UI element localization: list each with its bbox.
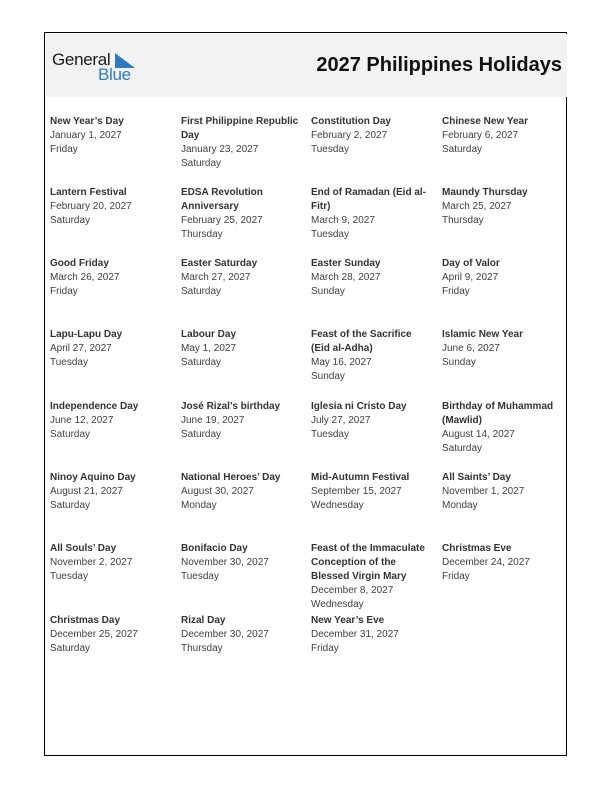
holiday-weekday: Wednesday — [311, 599, 364, 611]
holiday-date: June 19, 2027 — [181, 415, 245, 427]
holiday-weekday: Saturday — [442, 443, 483, 455]
holiday-weekday: Saturday — [181, 357, 222, 369]
holiday-date: April 27, 2027 — [50, 343, 112, 355]
header-band — [46, 34, 567, 97]
holiday-name: Lapu-Lapu Day — [50, 329, 123, 340]
holiday-entry — [442, 542, 564, 584]
holiday-weekday: Wednesday — [311, 500, 364, 512]
holiday-entry — [181, 400, 303, 442]
holiday-weekday: Saturday — [50, 429, 91, 441]
holiday-entry — [181, 257, 303, 299]
holiday-weekday: Friday — [50, 144, 78, 156]
holiday-weekday: Friday — [442, 571, 470, 583]
holiday-date: August 21, 2027 — [50, 486, 123, 498]
holiday-weekday: Saturday — [442, 144, 483, 156]
holiday-name: All Souls’ Day — [50, 543, 117, 554]
holiday-weekday: Saturday — [181, 286, 222, 298]
holiday-name: Iglesia ni Cristo Day — [311, 401, 407, 412]
holiday-date: May 16, 2027 — [311, 357, 372, 369]
holiday-date: March 9, 2027 — [311, 215, 375, 227]
holiday-entry — [50, 542, 172, 584]
holiday-entry — [311, 400, 433, 442]
holiday-name: Mid-Autumn Festival — [311, 472, 410, 483]
holiday-entry — [311, 257, 433, 299]
holiday-weekday: Friday — [50, 286, 78, 298]
holiday-name: All Saints’ Day — [442, 472, 511, 483]
holiday-date: December 24, 2027 — [442, 557, 530, 569]
holiday-name: National Heroes’ Day — [181, 472, 281, 483]
holiday-name: José Rizal’s birthday — [181, 401, 281, 412]
holiday-date: September 15, 2027 — [311, 486, 402, 498]
holiday-date: December 30, 2027 — [181, 629, 269, 641]
holiday-entry — [50, 257, 172, 299]
holiday-date: March 25, 2027 — [442, 201, 512, 213]
holiday-date: March 26, 2027 — [50, 272, 120, 284]
holiday-date: November 2, 2027 — [50, 557, 133, 569]
holiday-date: July 27, 2027 — [311, 415, 371, 427]
holiday-weekday: Thursday — [442, 215, 484, 227]
holiday-weekday: Monday — [181, 500, 217, 512]
holiday-name: Easter Sunday — [311, 258, 381, 269]
holiday-name: Christmas Eve — [442, 543, 512, 554]
holiday-date: May 1, 2027 — [181, 343, 237, 355]
holiday-entry — [442, 186, 564, 228]
holiday-name: Easter Saturday — [181, 258, 258, 269]
holiday-weekday: Thursday — [181, 643, 223, 655]
holiday-date: April 9, 2027 — [442, 272, 499, 284]
holiday-name: New Year’s Day — [50, 116, 124, 127]
holiday-name: First Philippine Republic Day — [181, 116, 299, 142]
holiday-entry — [442, 328, 564, 370]
holiday-date: February 2, 2027 — [311, 130, 388, 142]
holiday-date: February 6, 2027 — [442, 130, 519, 142]
holiday-entry — [50, 400, 172, 442]
holiday-weekday: Sunday — [442, 357, 476, 369]
holiday-name: End of Ramadan (Eid al-Fitr) — [311, 187, 427, 213]
holiday-entry — [311, 186, 433, 242]
holiday-name: Feast of the Immaculate Conception of the Blessed Virgin Mary — [311, 543, 425, 583]
holiday-entry — [181, 614, 303, 656]
holiday-weekday: Tuesday — [181, 571, 219, 583]
holiday-entry — [311, 542, 433, 612]
holiday-entry — [311, 115, 433, 157]
holiday-entry — [442, 471, 564, 513]
holiday-entry — [181, 542, 303, 584]
holiday-weekday: Saturday — [50, 215, 91, 227]
holiday-name: Rizal Day — [181, 615, 226, 626]
holiday-date: January 23, 2027 — [181, 144, 259, 156]
holiday-date: December 8, 2027 — [311, 585, 394, 597]
holiday-name: New Year’s Eve — [311, 615, 385, 626]
holiday-date: January 1, 2027 — [50, 130, 122, 142]
holiday-date: June 12, 2027 — [50, 415, 114, 427]
holiday-date: February 20, 2027 — [50, 201, 132, 213]
holiday-entry — [50, 614, 172, 656]
brand-word-general: General — [52, 50, 111, 69]
holiday-name: Chinese New Year — [442, 116, 528, 127]
holiday-date: December 25, 2027 — [50, 629, 138, 641]
holiday-name: Independence Day — [50, 401, 139, 412]
holiday-name: Bonifacio Day — [181, 543, 248, 554]
holiday-date: March 28, 2027 — [311, 272, 381, 284]
holiday-weekday: Tuesday — [311, 229, 349, 241]
holiday-name: Good Friday — [50, 258, 109, 269]
holiday-weekday: Sunday — [311, 371, 345, 383]
holiday-entry — [181, 471, 303, 513]
holiday-entry — [442, 257, 564, 299]
holiday-weekday: Friday — [442, 286, 470, 298]
holiday-entry — [442, 115, 564, 157]
holiday-weekday: Thursday — [181, 229, 223, 241]
holiday-entry — [50, 186, 172, 228]
holiday-date: December 31, 2027 — [311, 629, 399, 641]
holiday-entry — [50, 115, 172, 157]
holiday-weekday: Saturday — [50, 500, 91, 512]
holiday-name: Islamic New Year — [442, 329, 523, 340]
holiday-entry — [50, 328, 172, 370]
holiday-date: June 6, 2027 — [442, 343, 500, 355]
holiday-entry — [50, 471, 172, 513]
page-frame — [44, 32, 567, 756]
holiday-name: Ninoy Aquino Day — [50, 472, 136, 483]
holiday-entry — [181, 328, 303, 370]
holiday-date: March 27, 2027 — [181, 272, 251, 284]
holiday-entry — [442, 400, 564, 456]
holiday-date: November 1, 2027 — [442, 486, 525, 498]
holiday-name: Feast of the Sacrifice (Eid al-Adha) — [311, 329, 412, 355]
holiday-date: August 30, 2027 — [181, 486, 254, 498]
holiday-date: February 25, 2027 — [181, 215, 263, 227]
holiday-entry — [311, 471, 433, 513]
holiday-weekday: Tuesday — [50, 357, 88, 369]
holiday-date: November 30, 2027 — [181, 557, 269, 569]
holiday-entry — [311, 328, 433, 384]
holiday-entry — [181, 186, 303, 242]
holiday-name: Constitution Day — [311, 116, 391, 127]
holiday-name: Christmas Day — [50, 615, 121, 626]
brand-word-blue: Blue — [98, 65, 131, 84]
holiday-entry — [181, 115, 303, 171]
holiday-name: Labour Day — [181, 329, 237, 340]
holiday-weekday: Tuesday — [311, 144, 349, 156]
holiday-weekday: Tuesday — [50, 571, 88, 583]
holiday-name: EDSA Revolution Anniversary — [181, 187, 263, 213]
holiday-weekday: Sunday — [311, 286, 345, 298]
holiday-weekday: Saturday — [50, 643, 91, 655]
holiday-weekday: Tuesday — [311, 429, 349, 441]
holiday-name: Lantern Festival — [50, 187, 127, 198]
holiday-weekday: Friday — [311, 643, 339, 655]
holiday-name: Birthday of Muhammad (Mawlid) — [442, 401, 554, 427]
holiday-name: Day of Valor — [442, 258, 500, 269]
holiday-name: Maundy Thursday — [442, 187, 528, 198]
holiday-entry — [311, 614, 433, 656]
holiday-weekday: Monday — [442, 500, 478, 512]
page-title: 2027 Philippines Holidays — [316, 54, 562, 76]
holiday-weekday: Saturday — [181, 429, 222, 441]
holiday-weekday: Saturday — [181, 158, 222, 170]
brand-logo — [52, 50, 142, 86]
holiday-date: August 14, 2027 — [442, 429, 515, 441]
